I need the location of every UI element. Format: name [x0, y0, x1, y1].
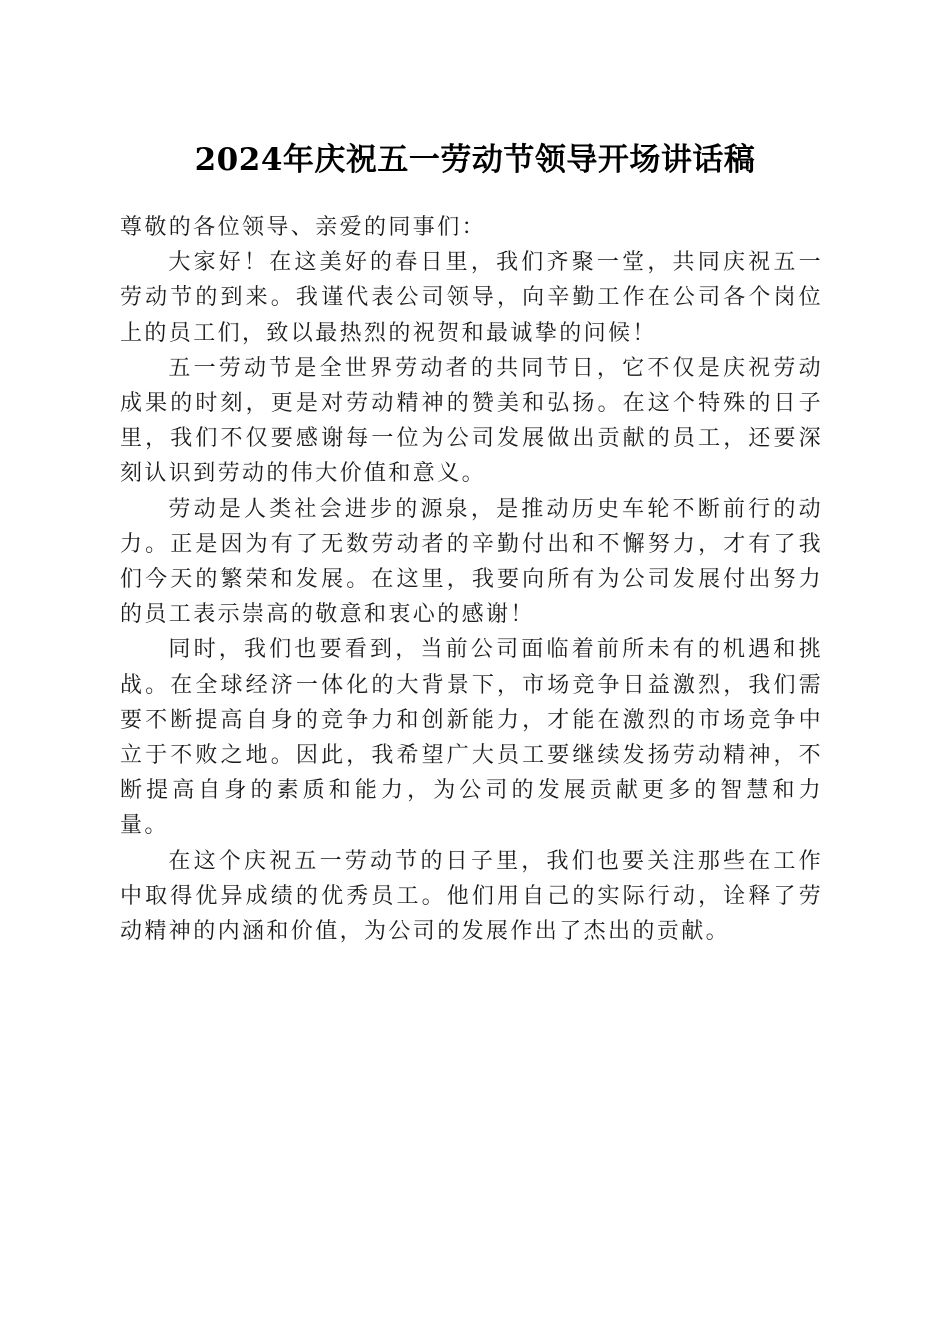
salutation: 尊敬的各位领导、亲爱的同事们：: [120, 215, 487, 240]
paragraph: 在这个庆祝五一劳动节的日子里，我们也要关注那些在工作中取得优异成绩的优秀员工。他们用自己的实际行动，诠释了劳动精神的内涵和价值，为公司的发展作出了杰出的贡献。: [120, 848, 823, 945]
paragraph: 劳动是人类社会进步的源泉，是推动历史车轮不断前行的动力。正是因为有了无数劳动者的辛勤付出和不懈努力，才有了我们今天的繁荣和发展。在这里，我要向所有为公司发展付出努力的员工表示崇高的敬意和衷心的感谢！: [120, 496, 823, 628]
document-body: [120, 210, 823, 949]
document-title: 2024年庆祝五一劳动节领导开场讲话稿: [194, 142, 756, 178]
paragraph: 同时，我们也要看到，当前公司面临着前所未有的机遇和挑战。在全球经济一体化的大背景下，市场竞争日益激烈，我们需要不断提高自身的竞争力和创新能力，才能在激烈的市场竞争中立于不败之地。因此，我希望广大员工要继续发扬劳动精神，不断提高自身的素质和能力，为公司的发展贡献更多的智慧和力量。: [120, 637, 823, 839]
paragraph: 五一劳动节是全世界劳动者的共同节日，它不仅是庆祝劳动成果的时刻，更是对劳动精神的赞美和弘扬。在这个特殊的日子里，我们不仅要感谢每一位为公司发展做出贡献的员工，还要深刻认识到劳动的伟大价值和意义。: [120, 355, 823, 487]
paragraph: 大家好！在这美好的春日里，我们齐聚一堂，共同庆祝五一劳动节的到来。我谨代表公司领导，向辛勤工作在公司各个岗位上的员工们，致以最热烈的祝贺和最诚挚的问候！: [120, 250, 823, 346]
